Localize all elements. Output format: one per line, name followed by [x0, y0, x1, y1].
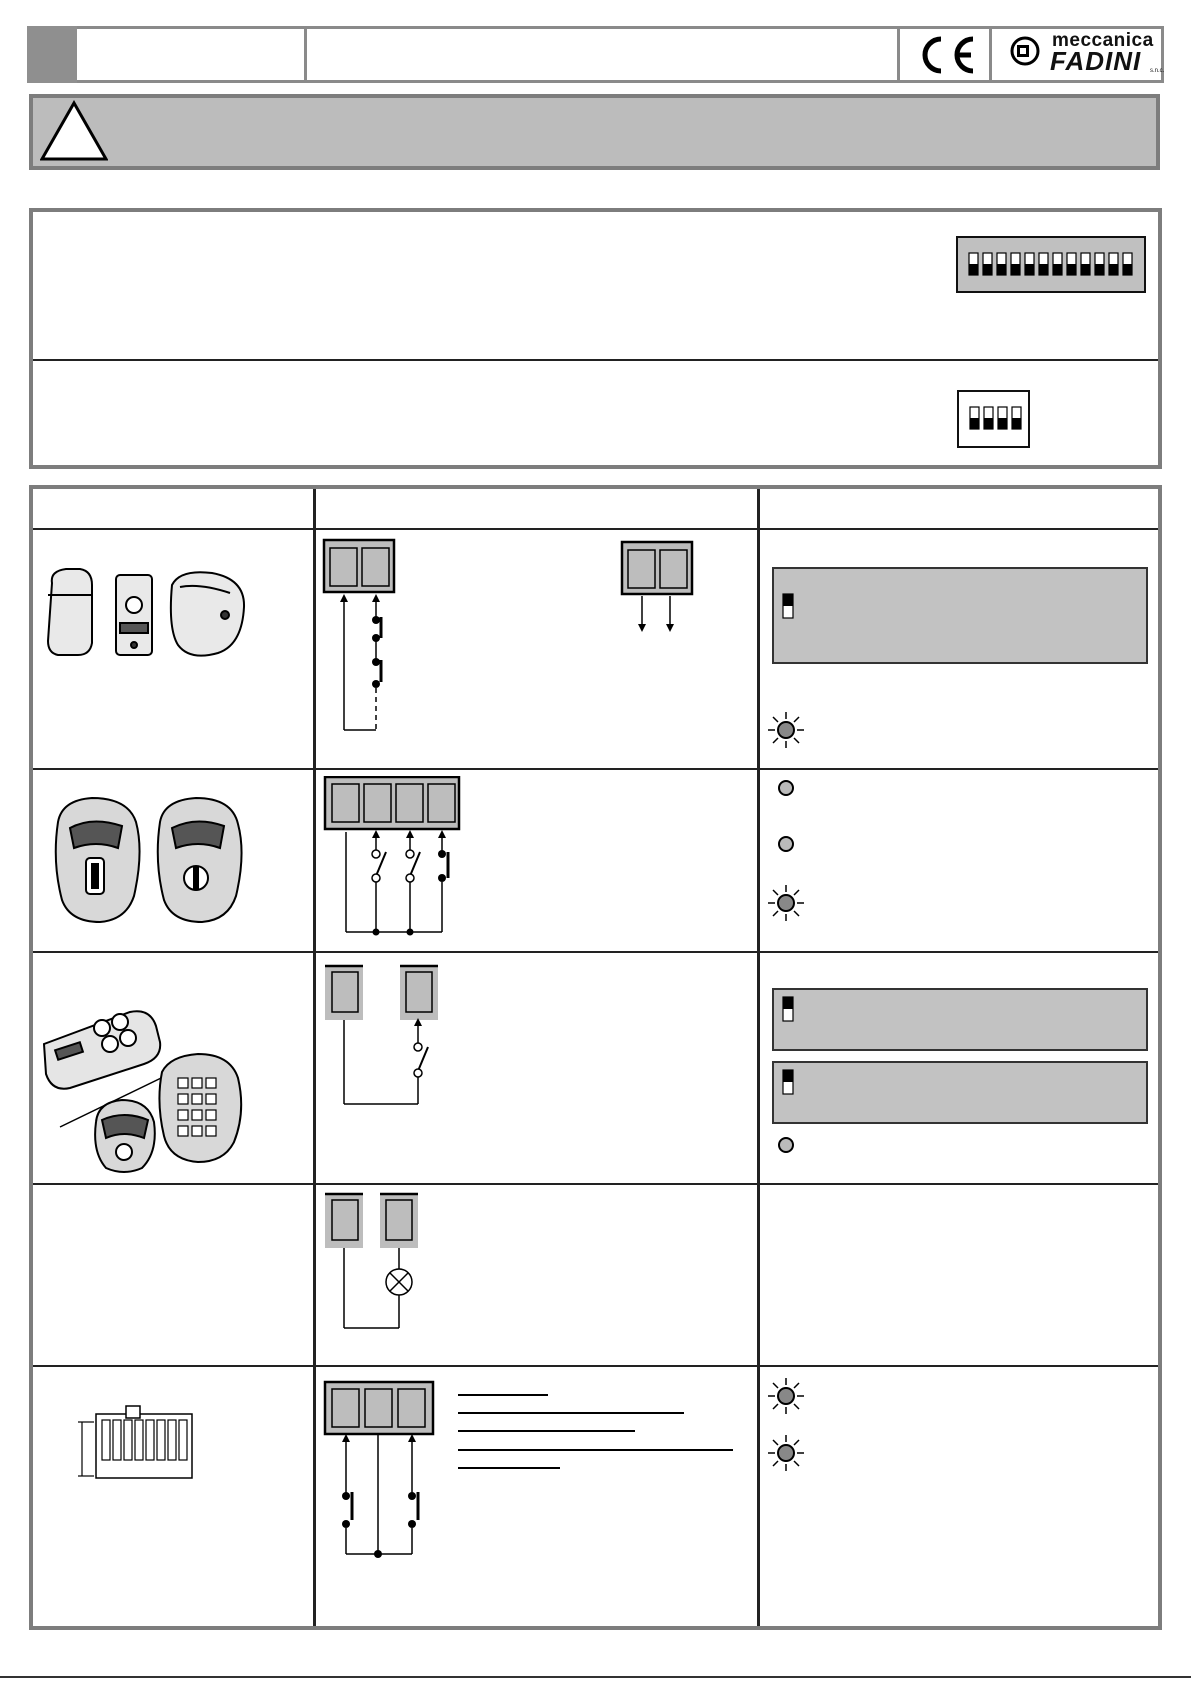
- led-blinking-icon-limit-open: [766, 1376, 806, 1416]
- table-col-divider-1: [313, 489, 316, 1626]
- limit-switch-wiring: [322, 1378, 438, 1564]
- brand-top: meccanica: [1052, 30, 1154, 51]
- warning-triangle-icon: [40, 100, 108, 162]
- dip-setting-box-keypad: [772, 1061, 1148, 1124]
- dip-setting-box-photocell: [772, 567, 1148, 664]
- key-selector-wiring: [322, 776, 462, 940]
- dip-switch-icon: [782, 996, 794, 1022]
- led-icon-open: [776, 778, 796, 798]
- limit-switch-dip-image: [76, 1402, 196, 1482]
- brand-main: FADINI: [1050, 46, 1142, 76]
- warning-bar: [29, 94, 1160, 170]
- table-header-divider: [33, 528, 1158, 530]
- dip-switch-4-icon: [957, 390, 1030, 448]
- fadini-logo: [1008, 30, 1163, 80]
- dip-switch-12-icon: [956, 236, 1146, 293]
- photocell-input-wiring: [320, 538, 410, 734]
- photocell-devices-image: [40, 565, 255, 665]
- dip-section-divider: [33, 359, 1158, 361]
- page-bottom-rule: [0, 1676, 1191, 1678]
- led-blinking-icon-limit-close: [766, 1433, 806, 1473]
- header-cell-code: [77, 26, 307, 83]
- table-col-divider-2: [757, 489, 760, 1626]
- table-row-divider-1: [33, 768, 1158, 770]
- lamp-output-wiring: [322, 1188, 434, 1334]
- note-line-3: [458, 1430, 635, 1432]
- header-cell-title: [307, 26, 900, 83]
- dip-setting-box-radio: [772, 988, 1148, 1051]
- dip-switch-icon: [782, 593, 794, 619]
- led-icon-close: [776, 834, 796, 854]
- photocell-output-wiring: [620, 540, 696, 636]
- key-selector-devices-image: [48, 792, 248, 932]
- radio-keypad-devices-image: [40, 1002, 250, 1177]
- note-line-4: [458, 1449, 733, 1451]
- header-grey-tab: [27, 26, 77, 83]
- table-row-divider-4: [33, 1365, 1158, 1367]
- note-line-5: [458, 1467, 560, 1469]
- dip-switch-icon: [782, 1069, 794, 1095]
- lamp-icon: [386, 1269, 412, 1295]
- ce-mark-icon: [915, 34, 979, 76]
- dip-4-switches: [969, 406, 1023, 432]
- brand-suffix: s.n.c.: [1150, 68, 1165, 74]
- radio-keypad-wiring: [322, 960, 444, 1110]
- dip-12-switches: [968, 252, 1138, 278]
- note-line-2: [458, 1412, 684, 1414]
- table-row-divider-2: [33, 951, 1158, 953]
- led-blinking-icon: [766, 710, 806, 750]
- note-line-1: [458, 1394, 548, 1396]
- table-row-divider-3: [33, 1183, 1158, 1185]
- led-blinking-icon-stop: [766, 883, 806, 923]
- fadini-logo-icon: [1010, 36, 1040, 66]
- led-icon-radio: [776, 1135, 796, 1155]
